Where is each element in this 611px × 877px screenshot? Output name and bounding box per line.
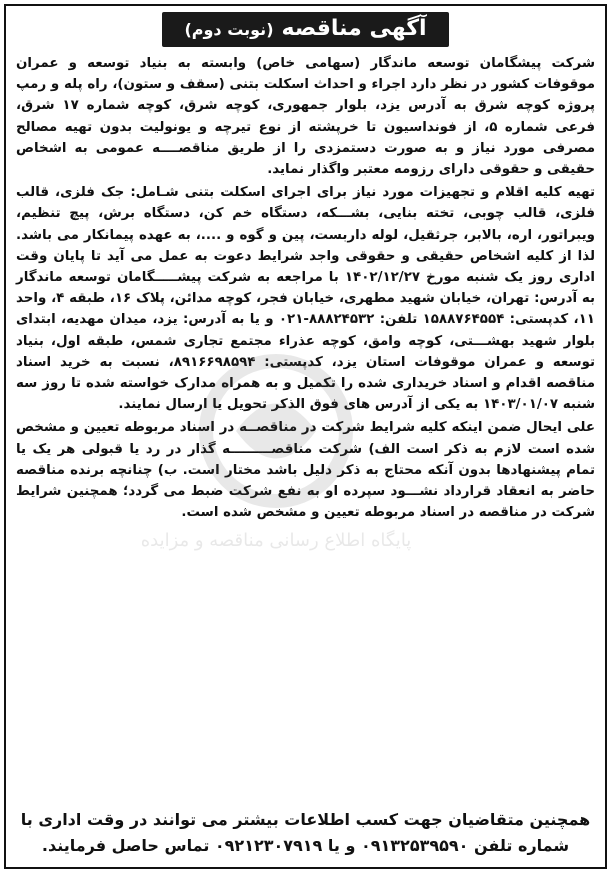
paragraph-requirements: تهیه کلیه اقلام و تجهیزات مورد نیاز برای اجرای اسکلت بتنی شـامل: جک فلزی، قالب فلزی، قالب چوبی، تخته بنایی، بشـــکه، دستگاه خم کن، دستگاه برش، پیچ تنظیم، ویبراتور، اره، بالابر، جرثقیل، لوله داربست، پین و گوه و ....، به عهده پیمانکار می باشد. لذا از کلیه اشخاص حقیقی و حقوقی واجد شرایط دعوت به عمل می آید تا پایان وقت اداری روز یک شنبه مورخ ۱۴۰۲/۱۲/۲۷ با مراجعه به شرکت پیشـــــگامان توسعه ماندگار به آدرس: تهران، خیابان شهید مطهری، خیابان فجر، کوچه مدائن، پلاک ۱۶، طبقه ۴، واحد ۱۱، کدپستی: ۱۵۸۸۷۶۴۵۵۴ تلفن: ۸۸۸۲۴۵۳۲-۰۲۱ و یا به آدرس: یزد، میدان مهدیه، ابتدای بلوار شهید بهشـــتی، کوچه وامق، کوچه عذراء مجتمع تجاری شمس، طبقه اول، بنیاد توسعه و عمران موقوفات استان یزد، کدپستی: ۸۹۱۶۶۹۸۵۹۴، نسبت به خرید اسناد مناقصه اقدام و اسناد خریداری شده را تکمیل و به همراه مدارک خواسته شده تا روز سه شنبه ۱۴۰۳/۰۱/۰۷ به یکی از آدرس های فوق الذکر تحویل یا ارسال نمایند. — [16, 185, 596, 413]
paragraph-intro: شرکت پیشگامان توسعه ماندگار (سهامی خاص) وابسته به بنیاد توسعه و عمران موقوفات کشور در نظر دارد اجراء و احداث اسکلت بتنی (سقف و ستون)، راه پله و رمپ پروژه کوچه شرق به آدرس یزد، بلوار جمهوری، کوچه شرق، کوچه شماره ۱۷ شرق، فرعی شماره ۵، از فونداسیون تا خرپشته از نوع تیرچه و یونولیت بدون تهیه مصالح مصرفی مورد نیاز و به صورت دستمزدی را از طریق مناقصــــه عمومی به اشخاص حقیقی و حقوقی دارای رزومه معتبر واگذار نماید. — [16, 56, 596, 178]
notice-subtitle: (نوبت دوم) — [184, 20, 274, 39]
contact-info: همچنین متقاضیان جهت کسب اطلاعات بیشتر می توانند در وقت اداری با شماره تلفن ۰۹۱۳۲۵۳۹۵۹۰ و یا ۰۹۲۱۲۳۰۷۹۱۹ تماس حاصل فرمایند. — [20, 810, 591, 855]
header — [16, 12, 595, 47]
watermark-caption: پایگاه اطلاع رسانی مناقصه و مزایده — [140, 530, 412, 551]
paragraph-conditions: علی ایحال ضمن اینکه کلیه شرایط شرکت در مناقصــه در اسناد مربوطه تعیین و مشخص شده است لازم به ذکر است الف) شرکت مناقصـــــــــه گذار در رد یا قبولی هر یک یا تمام پیشنهادها بدون آنکه محتاج به ذکر دلیل باشد مختار است. ب) چنانچه برنده مناقصه حاضر به انعقاد قرارداد نشـــود سپرده او به نفع شرکت ضبط می گردد؛ همچنین شرایط شرکت در مناقصه در اسناد مربوطه تعیین و مشخص شده است. — [16, 420, 595, 521]
notice-body — [16, 53, 595, 523]
notice-title: آگهی مناقصه — [281, 16, 427, 41]
tender-notice — [4, 4, 607, 869]
title-banner — [162, 12, 448, 47]
